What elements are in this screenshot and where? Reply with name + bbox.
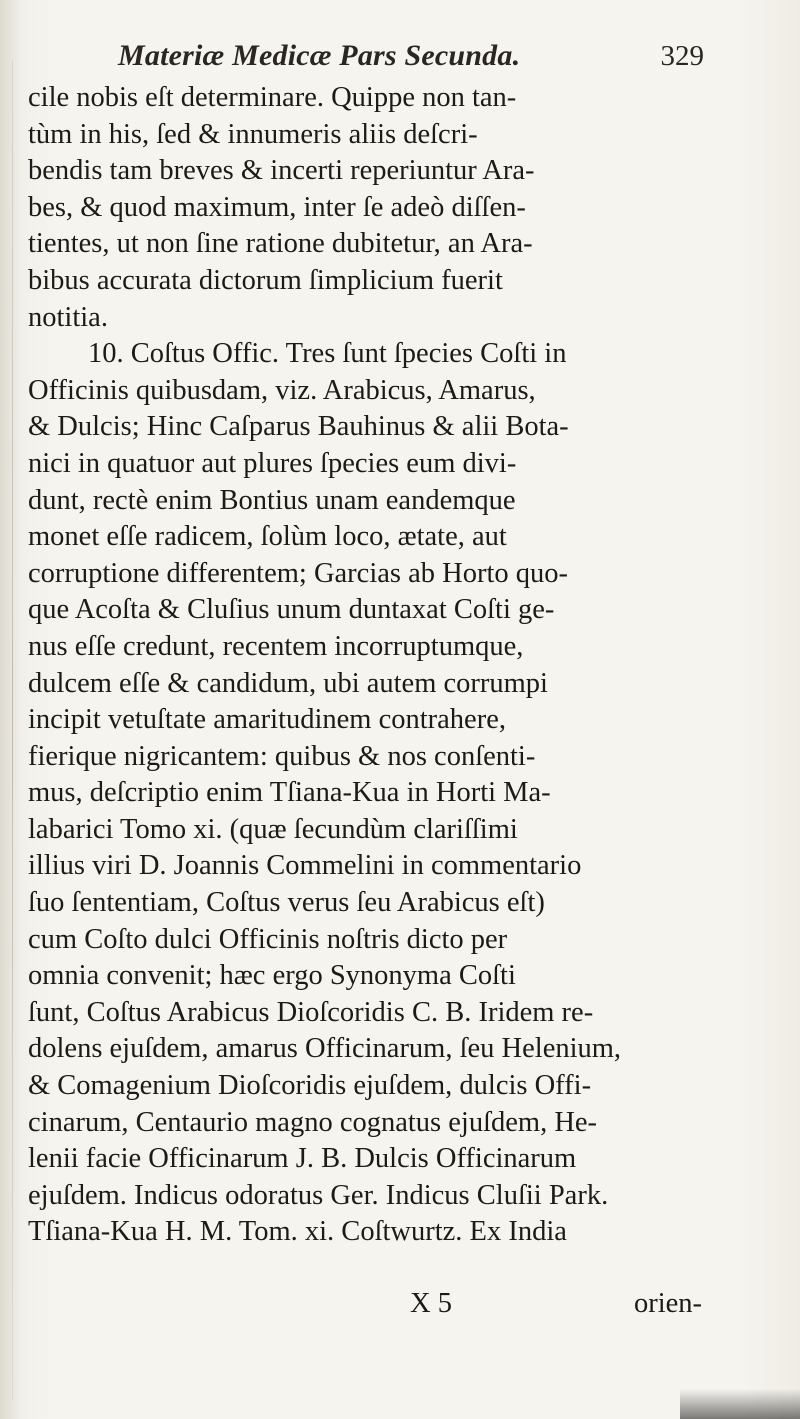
text-line: monet eſſe radicem, ſolùm loco, ætate, aut (28, 521, 507, 553)
gutter-shadow (12, 60, 13, 1400)
text-line: cum Coſto dulci Officinis noſtris dicto per (28, 923, 508, 955)
text-line: & Comagenium Dioſcoridis ejuſdem, dulcis Offi- (28, 1070, 592, 1102)
text-line: omnia convenit; hæc ergo Synonyma Coſti (28, 960, 516, 992)
text-line: corruptione differentem; Garcias ab Horto quo- (28, 557, 568, 589)
scan-shadow (680, 1389, 800, 1419)
text-line: labarici Tomo xi. (quæ ſecundùm clariſſimi (28, 813, 518, 845)
text-line: tientes, ut non ſine ratione dubitetur, an Ara- (28, 228, 533, 260)
text-line: bes, & quod maximum, inter ſe adeò diſſen- (28, 191, 526, 223)
running-header (118, 34, 718, 78)
text-line: cinarum, Centaurio magno cognatus ejuſdem, He- (28, 1106, 598, 1138)
text-line: ejuſdem. Indicus odoratus Ger. Indicus Cluſii Park. (28, 1179, 609, 1211)
text-line: lenii facie Officinarum J. B. Dulcis Officinarum (28, 1143, 577, 1175)
text-line: & Dulcis; Hinc Caſparus Bauhinus & alii Bota- (28, 411, 569, 443)
text-line: Tſiana-Kua H. M. Tom. xi. Coſtwurtz. Ex India (28, 1216, 567, 1248)
text-line: nici in quatuor aut plures ſpecies eum divi- (28, 447, 517, 479)
text-line: nus eſſe credunt, recentem incorruptumque, (28, 630, 524, 662)
text-line: Officinis quibusdam, viz. Arabicus, Amarus, (28, 374, 536, 406)
text-line: mus, deſcriptio enim Tſiana-Kua in Horti Ma- (28, 777, 551, 809)
catchword: orien- (634, 1288, 703, 1319)
body-text (28, 80, 718, 1251)
text-line: cile nobis eſt determinare. Quippe non tan- (28, 82, 517, 113)
text-line: que Acoſta & Cluſius unum duntaxat Coſti ge- (28, 594, 555, 626)
text-line: tùm in his, ſed & innumeris aliis deſcri- (28, 118, 478, 150)
page-number: 329 (660, 40, 704, 72)
signature-mark: X 5 (410, 1288, 452, 1319)
text-line: dolens ejuſdem, amarus Officinarum, ſeu Helenium, (28, 1033, 622, 1065)
text-line: bibus accurata dictorum ſimplicium fuerit (28, 264, 503, 296)
text-line: dulcem eſſe & candidum, ubi autem corrumpi (28, 667, 548, 699)
text-line: fierique nigricantem: quibus & nos conſenti- (28, 740, 536, 772)
text-line: notitia. (28, 301, 108, 333)
running-title: Materiæ Medicæ Pars Secunda. (118, 39, 521, 72)
text-line: bendis tam breves & incerti reperiuntur Ara- (28, 155, 535, 187)
page-footer (28, 1284, 718, 1324)
text-line: 10. Coſtus Offic. Tres ſunt ſpecies Coſti in (88, 338, 567, 370)
text-line: dunt, rectè enim Bontius unam eandemque (28, 484, 516, 516)
text-line: ſunt, Coſtus Arabicus Dioſcoridis C. B. Iridem re- (28, 996, 594, 1028)
text-line: illius viri D. Joannis Commelini in commentario (28, 850, 582, 882)
text-line: incipit vetuſtate amaritudinem contrahere, (28, 704, 506, 736)
text-line: ſuo ſententiam, Coſtus verus ſeu Arabicus eſt) (28, 887, 545, 919)
